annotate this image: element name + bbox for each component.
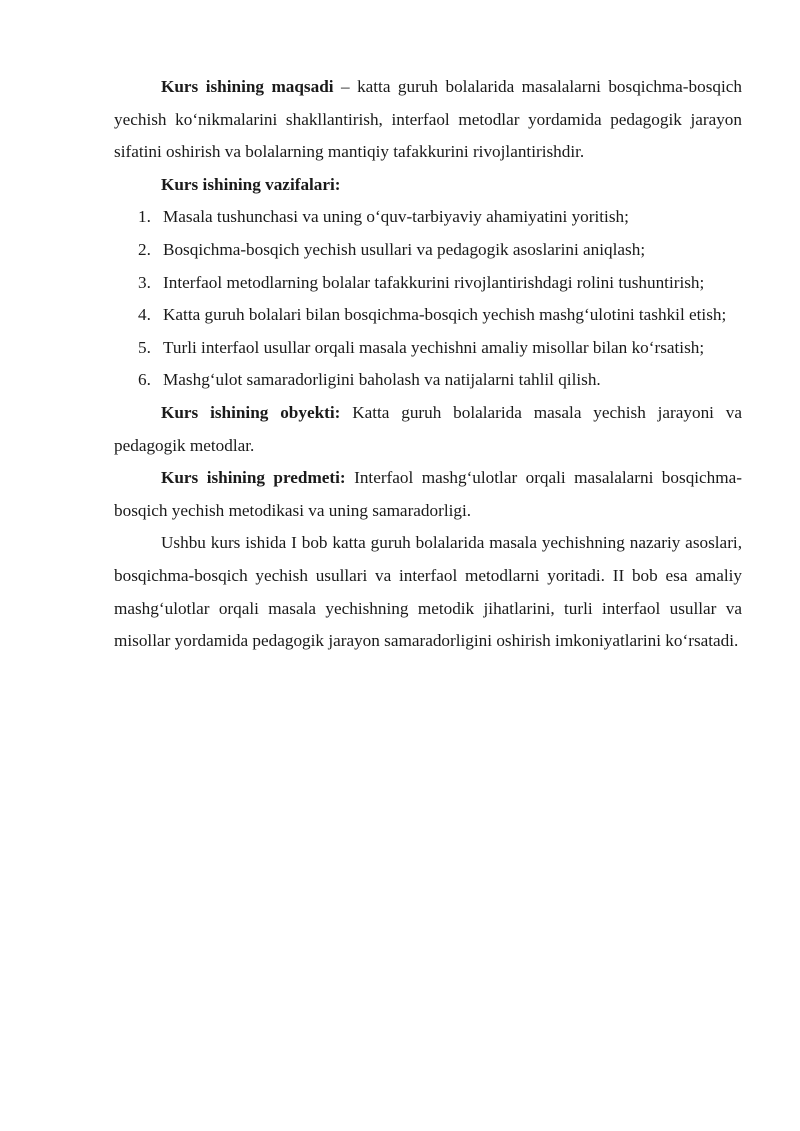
list-item-text: Bosqichma-bosqich yechish usullari va pedagogik asoslarini aniqlash;: [163, 239, 646, 259]
list-item-text: Turli interfaol usullar orqali masala yechishni amaliy misollar bilan ko‘rsatish;: [163, 337, 705, 357]
list-item-number: 1.: [138, 207, 151, 227]
tasks-list: [114, 201, 742, 397]
tasks-heading: [114, 169, 742, 202]
list-item: [114, 364, 742, 397]
list-item: [114, 201, 742, 234]
list-item-text: Katta guruh bolalari bilan bosqichma-bosqich yechish mashg‘ulotini tashkil etish;: [163, 305, 727, 325]
list-item-number: 5.: [138, 337, 151, 357]
list-item-number: 3.: [138, 272, 151, 292]
list-item-number: 4.: [138, 305, 151, 325]
object-text: Katta guruh bolalarida masala yechish jarayoni va pedagogik metodlar.: [114, 402, 742, 455]
list-item: [114, 299, 742, 332]
list-item-text: Masala tushunchasi va uning o‘quv-tarbiyaviy ahamiyatini yoritish;: [163, 207, 629, 227]
goal-label: Kurs ishining maqsadi: [161, 77, 334, 96]
goal-paragraph: [114, 71, 742, 169]
list-item-number: 6.: [138, 370, 151, 390]
list-item-text: Interfaol metodlarning bolalar tafakkurini rivojlantirishdagi rolini tushuntirish;: [163, 272, 705, 292]
subject-text: Interfaol mashg‘ulotlar orqali masalalarni bosqichma-bosqich yechish metodikasi va uning samaradorligi.: [114, 468, 743, 520]
list-item: [114, 234, 742, 267]
subject-paragraph: [114, 462, 742, 527]
goal-text: – katta guruh bolalarida masalalarni bosqichma-bosqich yechish ko‘nikmalarini shakllantirish, interfaol metodlar yordamida pedagogik jarayon sifatini oshirish va bolalarning mantiqiy tafakkurini rivojlantirishdir.: [114, 77, 742, 162]
list-item-text: Mashg‘ulot samaradorligini baholash va natijalarni tahlil qilish.: [163, 370, 601, 390]
list-item-number: 2.: [138, 239, 151, 259]
tasks-label: Kurs ishining vazifalari:: [161, 174, 341, 194]
document-body: [114, 71, 742, 658]
list-item: [114, 332, 742, 365]
object-paragraph: [114, 397, 742, 462]
object-label: Kurs ishining obyekti:: [161, 402, 341, 422]
list-item: [114, 267, 742, 300]
summary-paragraph: Ushbu kurs ishida I bob katta guruh bolalarida masala yechishning nazariy asoslari, bosqichma-bosqich yechish usullari va interfaol metodlarni yoritadi. II bob esa amaliy mashg‘ulotlar orqali masala yechishning metodik jihatlarini, turli interfaol usullar va misollar yordamida pedagogik jarayon samaradorligini oshirish imkoniyatlarini ko‘rsatadi.: [114, 533, 742, 651]
subject-label: Kurs ishining predmeti:: [161, 468, 346, 488]
